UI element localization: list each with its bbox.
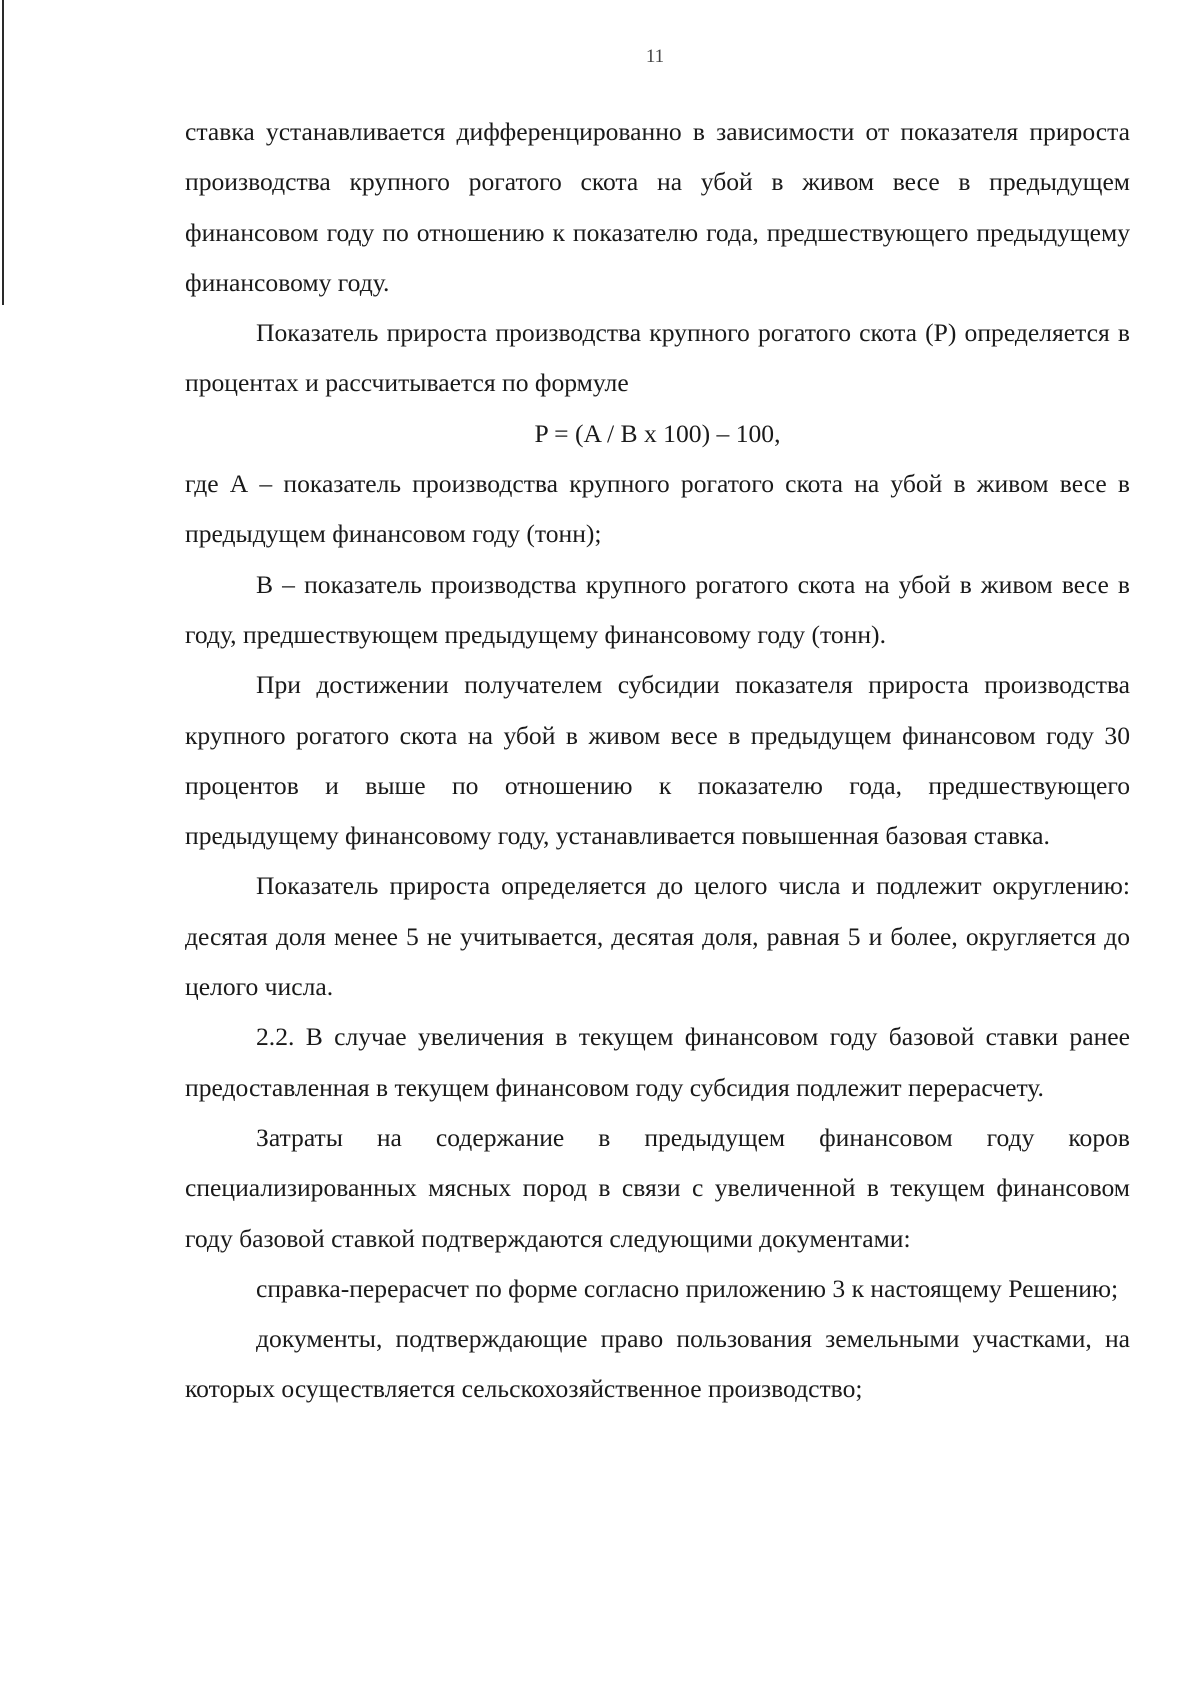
paragraph-2: Показатель прироста производства крупного рогатого скота (Р) определяется в процентах и рассчитывается по формуле [185,318,1130,398]
paragraph-10: справка-перерасчет по форме согласно приложению 3 к настоящему Решению; [256,1273,1119,1303]
paragraph-8: 2.2. В случае увеличения в текущем финансовом году базовой ставки ранее предоставленная в текущем финансовом году субсидия подлежит перерасчету. [185,1022,1130,1102]
paragraph-1: ставка устанавливается дифференцированно в зависимости от показателя прироста производства крупного рогатого скота на убой в живом весе в предыдущем финансовом году по отношению к показателю года, предшествующего предыдущему финансовому году. [185,117,1130,297]
paragraph-5: В – показатель производства крупного рогатого скота на убой в живом весе в году, предшествующем предыдущему финансовому году (тонн). [185,569,1130,649]
paragraph-4: где А – показатель производства крупного рогатого скота на убой в живом весе в предыдущем финансовом году (тонн); [185,469,1130,549]
paragraph-7: Показатель прироста определяется до целого числа и подлежит округлению: десятая доля менее 5 не учитывается, десятая доля, равная 5 и более, округляется до целого числа. [185,871,1130,1002]
paragraph-9: Затраты на содержание в предыдущем финансовом году коров специализированных мясных пород в связи с увеличенной в текущем финансовом году базовой ставкой подтверждаются следующими документами: [185,1122,1130,1253]
document-body [185,107,1130,1415]
paragraph-11: документы, подтверждающие право пользования земельными участками, на которых осуществляется сельскохозяйственное производство; [185,1324,1130,1404]
paragraph-6: При достижении получателем субсидии показателя прироста производства крупного рогатого скота на убой в живом весе в предыдущем финансовом году 30 процентов и выше по отношению к показателю года, предшествующего предыдущему финансовому году, устанавливается повышенная базовая ставка. [185,670,1130,851]
page-number: 11 [645,46,665,67]
formula: P = (A / B x 100) – 100, [534,418,781,448]
